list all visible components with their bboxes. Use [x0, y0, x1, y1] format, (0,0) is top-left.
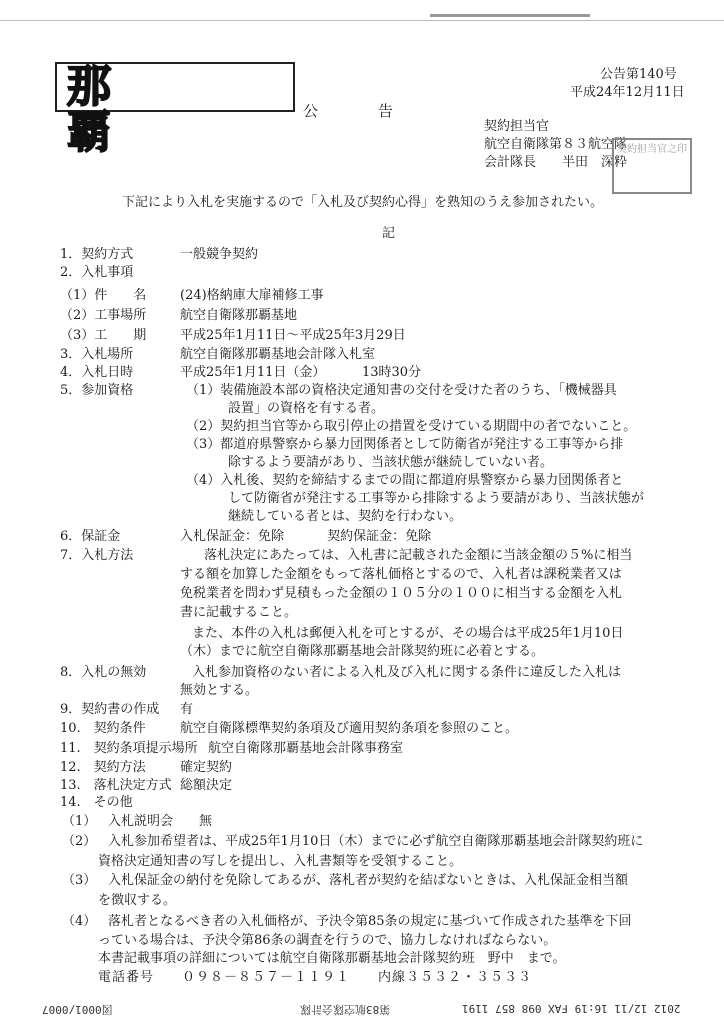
sub-3-label: （3）工 期 — [60, 328, 147, 343]
fax-page-number: 図0001/0007 — [42, 1003, 113, 1016]
item-7-label: 7．入札方法 — [60, 548, 134, 563]
item-7-line-4: 書に記載すること。 — [180, 605, 298, 620]
item-11-value: 航空自衛隊那覇基地会計隊事務室 — [208, 741, 404, 756]
other-3-line-1: 入札保証金の納付を免除してあるが、落札者が契約を結ばないときは、入札保証金相当額 — [108, 873, 629, 888]
scan-noise — [0, 20, 724, 21]
notice-number: 公告第140号 — [600, 67, 677, 82]
item-8-label: 8．入札の無効 — [60, 665, 147, 680]
item-3-value: 航空自衛隊那覇基地会計隊入札室 — [180, 347, 376, 362]
item-6-label: 6．保証金 — [60, 529, 121, 544]
other-2-line-1: 入札参加希望者は、平成25年1月10日（木）までに必ず航空自衛隊那覇基地会計隊契約班に — [108, 834, 644, 849]
other-4-label: （4） — [62, 914, 97, 929]
item-5-line-8: 継続している者とは、契約を行わない。 — [228, 509, 463, 524]
intro-text: 下記により入札を実施するので「入札及び契約心得」を熟知のうえ参加されたい。 — [122, 195, 604, 210]
item-4-label: 4．入札日時 — [60, 365, 134, 380]
item-1-label: 1．契約方式 — [60, 247, 134, 262]
other-2-label: （2） — [62, 834, 97, 849]
item-13-value: 総額決定 — [180, 778, 233, 793]
item-12-label: 12. 契約方法 — [60, 760, 146, 775]
sub-1-value: (24)格納庫大扉補修工事 — [180, 288, 324, 303]
ki-heading: 記 — [382, 226, 396, 241]
sub-2-label: （2）工事場所 — [60, 308, 147, 323]
item-13-label: 13. 落札決定方式 — [60, 778, 172, 793]
item-5-line-4: （3）都道府県警察から暴力団関係者として防衛省が発注する工事等から排 — [186, 437, 624, 452]
item-5-line-2: 設置」の資格を有する者。 — [228, 401, 385, 416]
item-5-label: 5．参加資格 — [60, 383, 134, 398]
item-7-line-5: また、本件の入札は郵便入札を可とするが、その場合は平成25年1月10日 — [192, 626, 624, 641]
item-5-line-1: （1）装備施設本部の資格決定通知書の交付を受けた者のうち、「機械器具 — [186, 383, 617, 398]
item-7-line-2: する額を加算した金額をもって落札価格とするので、入札者は課税業者又は — [180, 567, 622, 582]
issuer-line-3: 会計隊長 半田 深粋 — [484, 155, 628, 170]
contact-line-1: 本書記載事項の詳細については航空自衛隊那覇基地会計隊契約班 野中 まで。 — [98, 951, 566, 966]
contact-line-2: 電話番号 ０９８－８５７－１１９１ 内線３５３２・３５３３ — [98, 970, 533, 985]
fax-header-line: 2012 12/11 16:19 FAX 098 857 1191 — [462, 1002, 681, 1015]
notice-date: 平成24年12月11日 — [570, 85, 685, 100]
item-1-value: 一般競争契約 — [180, 247, 259, 262]
item-8-line-2: 無効とする。 — [180, 683, 259, 698]
naha-stamp: 那 覇 — [55, 62, 295, 112]
official-seal: 契約担当官之印 — [612, 138, 692, 194]
item-6-value: 入札保証金：免除 契約保証金：免除 — [180, 529, 432, 544]
item-14-label: 14. その他 — [60, 795, 133, 810]
item-9-value: 有 — [180, 702, 194, 717]
issuer-line-1: 契約担当官 — [484, 119, 550, 134]
item-2-label: 2．入札事項 — [60, 265, 134, 280]
item-5-line-5: 除するよう要請があり、当該状態が継続していない者。 — [228, 455, 554, 470]
item-7-line-6: （木）までに航空自衛隊那覇基地会計隊契約班に必着とする。 — [180, 644, 545, 659]
item-8-line-1: 入札参加資格のない者による入札及び入札に関する条件に違反した入札は — [192, 665, 622, 680]
item-5-line-6: （4）入札後、契約を締結するまでの間に都道府県警察から暴力団関係者と — [186, 473, 624, 488]
item-4-value: 平成25年1月11日（金） 13時30分 — [180, 365, 422, 380]
item-11-label: 11. 契約条項提示場所 — [60, 741, 198, 756]
item-10-value: 航空自衛隊標準契約条項及び適用契約条項を参照のこと。 — [180, 721, 519, 736]
fax-sender: 第83航空隊会計隊 — [300, 1003, 391, 1016]
other-2-line-2: 資格決定通知書の写しを提出し、入札書類等を受領すること。 — [98, 854, 463, 869]
sub-3-value: 平成25年1月11日～平成25年3月29日 — [180, 328, 406, 343]
item-7-line-1: 落札決定にあたっては、入札書に記載された金額に当該金額の５%に相当 — [204, 548, 633, 563]
item-5-line-7: して防衛省が発注する工事等から排除するよう要請があり、当該状態が — [228, 491, 645, 506]
other-4-line-1: 落札者となるべき者の入札価格が、予決令第85条の規定に基づいて作成された基準を下回 — [108, 914, 632, 929]
item-3-label: 3．入札場所 — [60, 347, 134, 362]
item-5-line-3: （2）契約担当官等から取引停止の措置を受けている期間中の者でないこと。 — [186, 419, 637, 434]
other-1-value: 入札説明会 無 — [108, 814, 213, 829]
page-title: 公 告 — [303, 102, 394, 120]
other-3-line-2: を徴収する。 — [98, 893, 177, 908]
other-3-label: （3） — [62, 873, 97, 888]
issuer-line-2: 航空自衛隊第８３航空隊 — [484, 137, 628, 152]
other-4-line-2: っている場合は、予決令第86条の調査を行うので、協力しなければならない。 — [98, 933, 557, 948]
item-9-label: 9．契約書の作成 — [60, 702, 160, 717]
sub-2-value: 航空自衛隊那覇基地 — [180, 308, 298, 323]
scan-noise — [430, 14, 590, 17]
item-7-line-3: 免税業者を問わず見積もった金額の１０５分の１００に相当する金額を入札 — [180, 586, 623, 601]
item-10-label: 10. 契約条件 — [60, 721, 146, 736]
sub-1-label: （1）件 名 — [60, 288, 147, 303]
item-12-value: 確定契約 — [180, 760, 233, 775]
other-1-label: （1） — [62, 814, 97, 829]
